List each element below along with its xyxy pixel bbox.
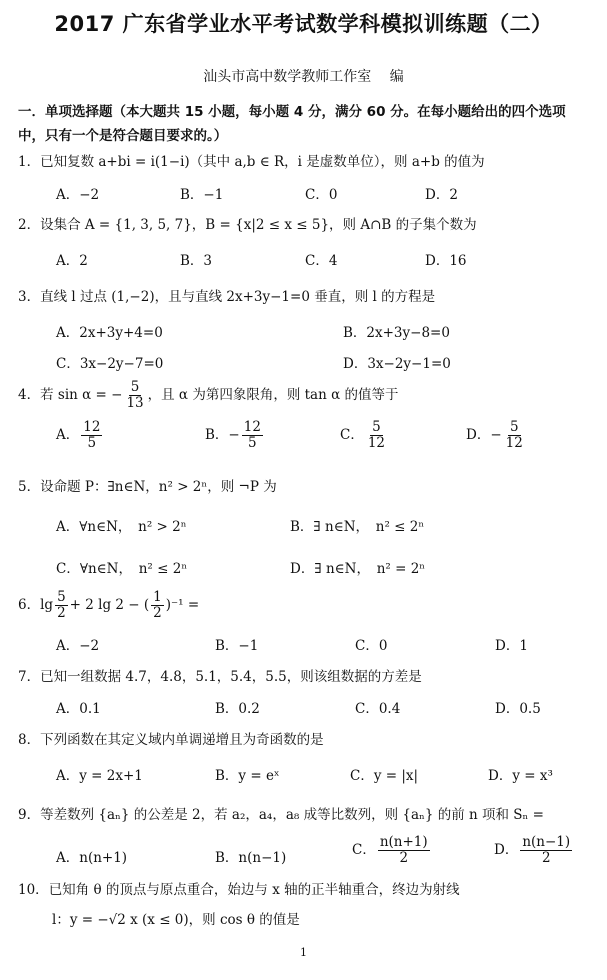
question-number: 8． [18, 732, 41, 748]
fraction-denominator: 2 [153, 604, 162, 621]
fraction-denominator: 13 [126, 394, 144, 411]
question-number: 9． [18, 807, 41, 823]
q5-option-b: B．∃ n∈N， n² ≤ 2ⁿ [290, 519, 425, 535]
page-number: 1 [300, 946, 307, 959]
q3-option-d: D．3x−2y−1=0 [343, 356, 451, 372]
option-label: D． [466, 426, 491, 443]
q8-option-c: C．y = |x| [350, 768, 419, 784]
q4-option-d [466, 420, 527, 451]
question-stem: 已知一组数据 4.7，4.8，5.1，5.4，5.5，则该组数据的方差是 [40, 669, 422, 685]
author-line: 汕头市高中数学教师工作室 编 [203, 69, 404, 85]
fraction [520, 835, 572, 866]
question-stem: 已知复数 a+bi = i(1−i)（其中 a,b ∈ R，i 是虚数单位），则 a+b 的值为 [40, 154, 485, 170]
q1-option-c: C．0 [305, 187, 338, 203]
q5-option-a: A．∀n∈N， n² > 2ⁿ [56, 519, 187, 535]
question-number: 3． [18, 289, 41, 305]
q9-option-a [56, 846, 127, 866]
fraction-numerator: 5 [372, 419, 381, 435]
q2-option-a: A．2 [56, 253, 88, 269]
q5-option-c: C．∀n∈N， n² ≤ 2ⁿ [56, 561, 188, 577]
question-stem-part: ，且 α 为第四象限角，则 tan α 的值等于 [147, 386, 399, 403]
fraction-numerator: 5 [57, 589, 66, 605]
fraction-denominator: 12 [505, 434, 523, 451]
q4-option-c [340, 420, 389, 451]
q9-option-c [352, 835, 432, 866]
fraction [366, 420, 387, 451]
q9-option-d [494, 835, 574, 866]
question-stem: 下列函数在其定义域内单调递增且为奇函数的是 [40, 732, 324, 748]
page-title: 2017 广东省学业水平考试数学科模拟训练题（二） [54, 12, 553, 36]
question-stem: 等差数列 {aₙ} 的公差是 2，若 a₂，a₄，a₈ 成等比数列，则 {aₙ} 的前 n 项和 Sₙ = [40, 807, 544, 823]
question-number: 6． [18, 596, 41, 613]
q1-option-a: A．−2 [56, 187, 100, 203]
option-label: A． [56, 850, 80, 866]
option-label: A． [56, 426, 80, 443]
fraction [378, 835, 430, 866]
q3-option-b: B．2x+3y−8=0 [343, 325, 450, 341]
fraction-numerator: 5 [509, 419, 519, 435]
question-number: 1． [18, 154, 41, 170]
fraction-numerator: 12 [243, 419, 261, 435]
q4-option-b [205, 420, 265, 451]
question-number: 4． [18, 386, 41, 403]
fraction [81, 420, 102, 451]
option-label: B． [205, 426, 229, 443]
q6-option-a: A．−2 [56, 638, 100, 654]
question-number: 2． [18, 217, 41, 233]
fraction-numerator: n(n+1) [379, 834, 428, 850]
fraction [504, 420, 525, 451]
fraction-denominator: 2 [399, 849, 409, 866]
q7-option-b: B．0.2 [215, 701, 260, 717]
option-sign: − [490, 426, 502, 443]
q7-option-d: D．0.5 [495, 701, 541, 717]
question-10 [18, 878, 460, 898]
fraction [242, 420, 263, 451]
option-text: n(n+1) [79, 850, 128, 866]
question-7 [18, 665, 422, 685]
q7-option-a: A．0.1 [56, 701, 101, 717]
question-3 [18, 285, 435, 305]
q7-option-c: C．0.4 [355, 701, 401, 717]
q2-option-c: C．4 [305, 253, 338, 269]
q8-option-a: A．y = 2x+1 [56, 768, 143, 784]
q8-option-d: D．y = x³ [488, 768, 553, 784]
fraction-denominator: 5 [248, 434, 257, 451]
fraction [124, 380, 145, 411]
fraction-denominator: 5 [87, 434, 97, 451]
option-label: C． [352, 841, 376, 858]
question-stem-part: lg [40, 596, 54, 613]
option-label: C． [340, 426, 364, 443]
fraction-denominator: 2 [57, 604, 66, 621]
fraction-numerator: 5 [130, 379, 140, 395]
q2-option-d: D．16 [425, 253, 467, 269]
section-heading-line2: 中，只有一个是符合题目要求的。） [18, 128, 228, 144]
question-number: 5． [18, 479, 41, 495]
q6-option-c: C．0 [355, 638, 388, 654]
question-stem: 已知角 θ 的顶点与原点重合，始边与 x 轴的正半轴重合，终边为射线 [48, 882, 460, 898]
option-text: n(n−1) [238, 850, 287, 866]
q8-option-b: B．y = eˣ [215, 768, 280, 784]
q6-option-d: D．1 [495, 638, 528, 654]
fraction-numerator: n(n−1) [522, 834, 571, 850]
fraction [151, 590, 164, 621]
option-label: B． [215, 850, 239, 866]
question-stem: 直线 l 过点 (1,−2)，且与直线 2x+3y−1=0 垂直，则 l 的方程是 [40, 289, 436, 305]
q2-option-b: B．3 [180, 253, 213, 269]
question-number: 10． [18, 882, 49, 898]
question-8 [18, 728, 324, 748]
section-heading-line1: 一．单项选择题（本大题共 15 小题，每小题 4 分，满分 60 分。在每小题给出的四个选项 [18, 104, 566, 120]
question-10-line2: l：y = −√2 x (x ≤ 0)，则 cos θ 的值是 [52, 912, 300, 928]
question-stem: 设命题 P：∃n∈N，n² > 2ⁿ，则 ¬P 为 [40, 479, 277, 495]
q9-option-b [215, 846, 286, 866]
question-5 [18, 475, 277, 495]
question-4 [18, 380, 399, 411]
fraction [55, 590, 68, 621]
q1-option-d: D．2 [425, 187, 458, 203]
question-stem-part: )⁻¹ = [165, 596, 200, 613]
question-stem: 设集合 A = {1, 3, 5, 7}，B = {x|2 ≤ x ≤ 5}，则 A∩B 的子集个数为 [40, 217, 477, 233]
question-2 [18, 213, 477, 233]
option-label: D． [494, 841, 519, 858]
fraction-denominator: 2 [541, 849, 551, 866]
question-9 [18, 803, 544, 823]
question-stem-part: 若 sin α = − [40, 386, 123, 403]
option-sign: − [228, 426, 240, 443]
q3-option-c: C．3x−2y−7=0 [56, 356, 164, 372]
q6-option-b: B．−1 [215, 638, 259, 654]
question-1 [18, 150, 485, 170]
question-number: 7． [18, 669, 41, 685]
fraction-denominator: 12 [367, 434, 386, 451]
question-6 [18, 590, 199, 621]
q1-option-b: B．−1 [180, 187, 224, 203]
question-stem-part: + 2 lg 2 − ( [69, 596, 150, 613]
q4-option-a [56, 420, 104, 451]
fraction-numerator: 1 [153, 589, 162, 605]
fraction-numerator: 12 [83, 419, 101, 435]
q3-option-a: A．2x+3y+4=0 [56, 325, 163, 341]
q5-option-d: D．∃ n∈N， n² = 2ⁿ [290, 561, 426, 577]
